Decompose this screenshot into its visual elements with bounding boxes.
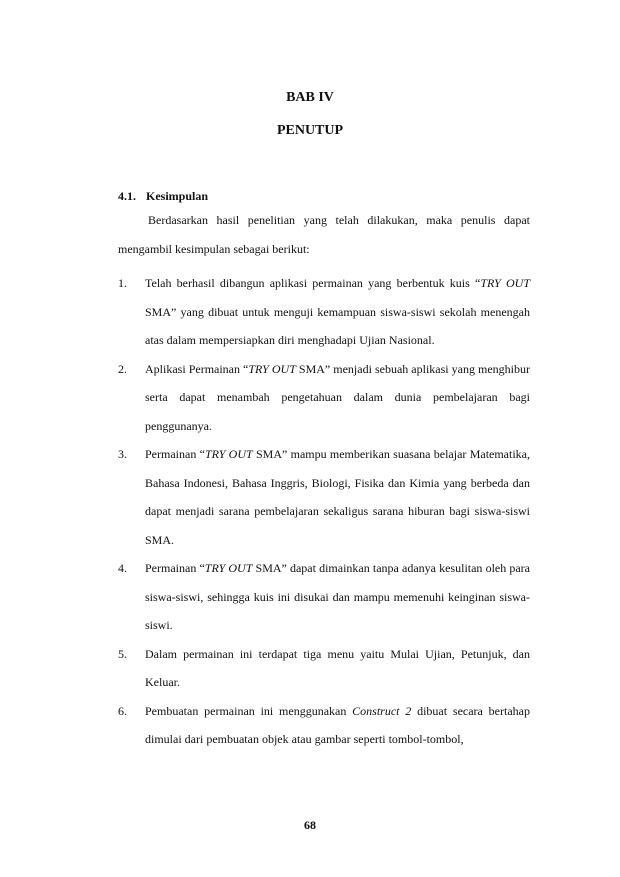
chapter-heading: BAB IV bbox=[286, 90, 334, 105]
chapter-title: PENUTUP bbox=[276, 123, 344, 138]
list-item-text-after: SMA” dapat dimainkan tanpa adanya kesulitan oleh para siswa-siswi, sehingga kuis ini disukai dan mampu memenuhi keinginan siswa-siswi. bbox=[145, 561, 531, 632]
list-item bbox=[118, 269, 530, 355]
list-item bbox=[118, 440, 530, 554]
list-item-text-before: Pembuatan permainan ini menggunakan bbox=[145, 703, 353, 718]
section-number: 4.1. bbox=[118, 189, 136, 203]
list-item-text-before: Permainan “ bbox=[145, 447, 205, 461]
intro-paragraph: Berdasarkan hasil penelitian yang telah dilakukan, maka penulis dapat mengambil kesimpulan sebagai berikut: bbox=[118, 213, 530, 256]
list-item-number: 6. bbox=[118, 703, 127, 718]
list-item-italic: TRY OUT bbox=[204, 561, 253, 575]
list-item-number: 3. bbox=[118, 447, 127, 461]
page-number: 68 bbox=[304, 818, 316, 832]
section-heading bbox=[118, 189, 208, 204]
list-item-italic: TRY OUT bbox=[248, 361, 296, 376]
list-item-number: 4. bbox=[118, 561, 127, 575]
list-item-text-before: Permainan “ bbox=[145, 561, 205, 575]
section-title: Kesimpulan bbox=[146, 189, 209, 203]
list-item bbox=[118, 640, 530, 697]
list-item-number: 2. bbox=[118, 361, 127, 376]
list-item-text-before: Aplikasi Permainan “ bbox=[145, 361, 249, 376]
list-item-italic: TRY OUT bbox=[480, 276, 530, 290]
list-item-text-after: SMA” menjadi sebuah aplikasi yang menghibur serta dapat menambah pengetahuan dalam dunia pembelajaran bagi penggunanya. bbox=[145, 361, 531, 433]
conclusion-list bbox=[118, 269, 530, 754]
list-item-text-after: SMA” yang dibuat untuk menguji kemampuan siswa-siswi sekolah menengah atas dalam mempersiapkan diri menghadapi Ujian Nasional. bbox=[145, 304, 530, 347]
list-item bbox=[118, 554, 530, 640]
list-item-text-before: Telah berhasil dibangun aplikasi permainan yang berbentuk kuis “ bbox=[145, 276, 481, 290]
list-item-text-after: SMA” mampu memberikan suasana belajar Matematika, Bahasa Indonesi, Bahasa Inggris, Biologi, Fisika dan Kimia yang berbeda dan dapat menjadi sarana pembelajaran sekaligus sarana hiburan bagi siswa-siswi SMA. bbox=[145, 447, 531, 547]
list-item-number: 5. bbox=[118, 646, 127, 661]
list-item-text-after: dibuat secara bertahap dimulai dari pembuatan objek atau gambar seperti tombol-tombol, bbox=[145, 703, 530, 746]
list-item-italic: Construct 2 bbox=[352, 703, 412, 718]
list-item-number: 1. bbox=[118, 276, 127, 290]
list-item bbox=[118, 355, 530, 441]
list-item-italic: TRY OUT bbox=[204, 447, 253, 461]
list-item bbox=[118, 697, 530, 754]
list-item-text-before: Dalam permainan ini terdapat tiga menu yaitu Mulai Ujian, Petunjuk, dan Keluar. bbox=[145, 646, 530, 689]
